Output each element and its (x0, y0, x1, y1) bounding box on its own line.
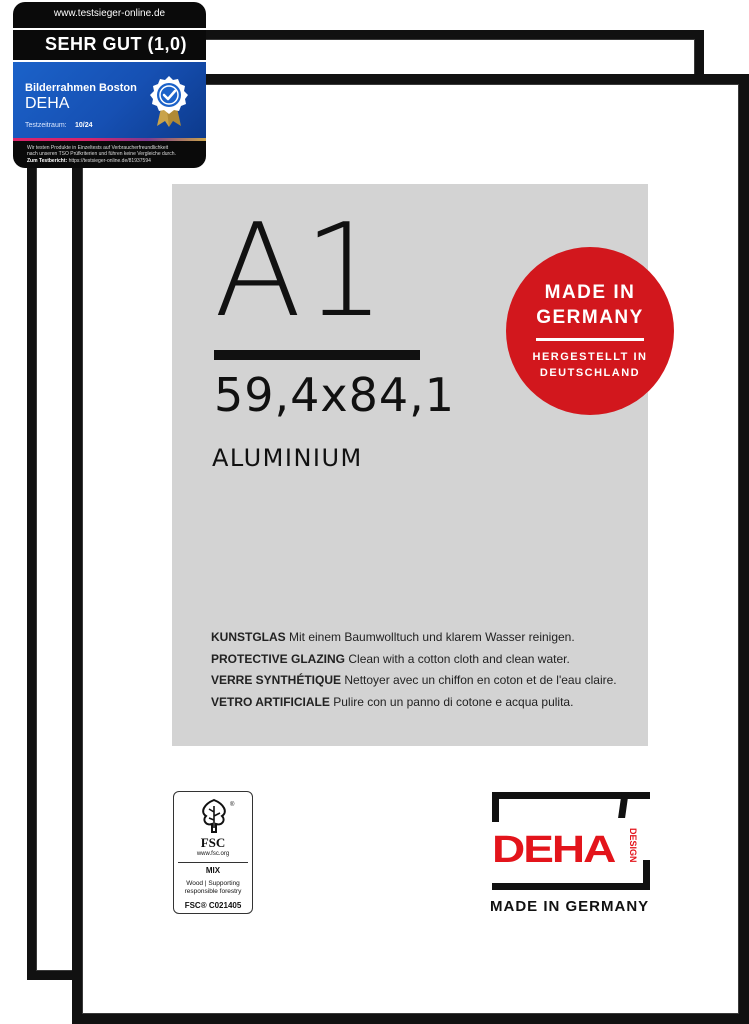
fsc-description-1: Wood | Supporting (186, 880, 240, 887)
test-grade-bar (13, 28, 206, 62)
care-label: VETRO ARTIFICIALE (211, 695, 330, 709)
badge-subline-2: DEUTSCHLAND (539, 367, 641, 379)
care-text: Mit einem Baumwolltuch und klarem Wasser reinigen. (289, 630, 575, 644)
test-info-panel (13, 62, 206, 138)
fsc-name: FSC (200, 835, 226, 850)
test-report-label: Zum Testbericht: (27, 158, 68, 164)
test-note-3 (27, 158, 151, 164)
badge-line-1: MADE IN (544, 282, 636, 303)
format-size: A1 (214, 197, 387, 346)
test-note-1: Wir testen Produkte in Einzeltests auf Verbraucherfreundlichkeit (27, 145, 169, 151)
care-text: Nettoyer avec un chiffon en coton et de l'eau claire. (344, 673, 617, 687)
tested-product: Bilderrahmen Boston (25, 82, 137, 94)
fsc-label (173, 791, 253, 914)
fsc-url: www.fsc.org (196, 851, 230, 857)
test-period-label: Testzeitraum: (25, 122, 67, 129)
fsc-description-2: responsible forestry (184, 888, 242, 895)
tested-brand: DEHA (25, 95, 70, 112)
deha-logo (490, 790, 652, 892)
test-site-url: www.testsieger-online.de (53, 8, 166, 19)
care-text: Pulire con un panno di cotone e acqua pulita. (333, 695, 574, 709)
fsc-tree-icon (190, 798, 238, 834)
format-dimensions: 59,4x84,1 (214, 368, 456, 422)
test-color-stripe (13, 138, 206, 141)
care-label: PROTECTIVE GLAZING (211, 652, 346, 666)
size-underline (214, 350, 420, 360)
svg-text:®: ® (230, 802, 235, 808)
care-instruction-de (211, 630, 575, 644)
deha-design-mark: DESIGN (628, 828, 638, 863)
badge-line-2: GERMANY (536, 307, 644, 328)
test-report-link[interactable]: https://testsieger-online.de/81937594 (68, 158, 151, 164)
care-instruction-it (211, 695, 573, 709)
care-instruction-en (211, 652, 570, 666)
badge-divider (536, 338, 644, 341)
care-label: VERRE SYNTHÉTIQUE (211, 673, 342, 687)
badge-subline-1: HERGESTELLT IN (532, 351, 648, 363)
deha-wordmark: DEHA (492, 828, 615, 871)
care-text: Clean with a cotton cloth and clean water. (348, 652, 570, 666)
checkmark-seal-icon (147, 74, 191, 128)
fsc-license-code: FSC® C021405 (184, 901, 242, 910)
made-in-germany-badge (506, 247, 674, 415)
test-award-badge (13, 2, 206, 168)
frame-material: ALUMINIUM (212, 444, 363, 472)
test-grade: SEHR GUT (1,0) (44, 34, 188, 54)
fsc-divider (178, 862, 248, 863)
care-instruction-fr (211, 673, 617, 687)
test-note-2: nach unseren TSO Prüfkriterien und führen keine Vergleiche durch. (27, 151, 176, 157)
fsc-mix: MIX (205, 866, 221, 875)
test-period-value: 10/24 (75, 122, 93, 129)
care-label: KUNSTGLAS (211, 630, 286, 644)
deha-tagline: MADE IN GERMANY (490, 898, 650, 915)
